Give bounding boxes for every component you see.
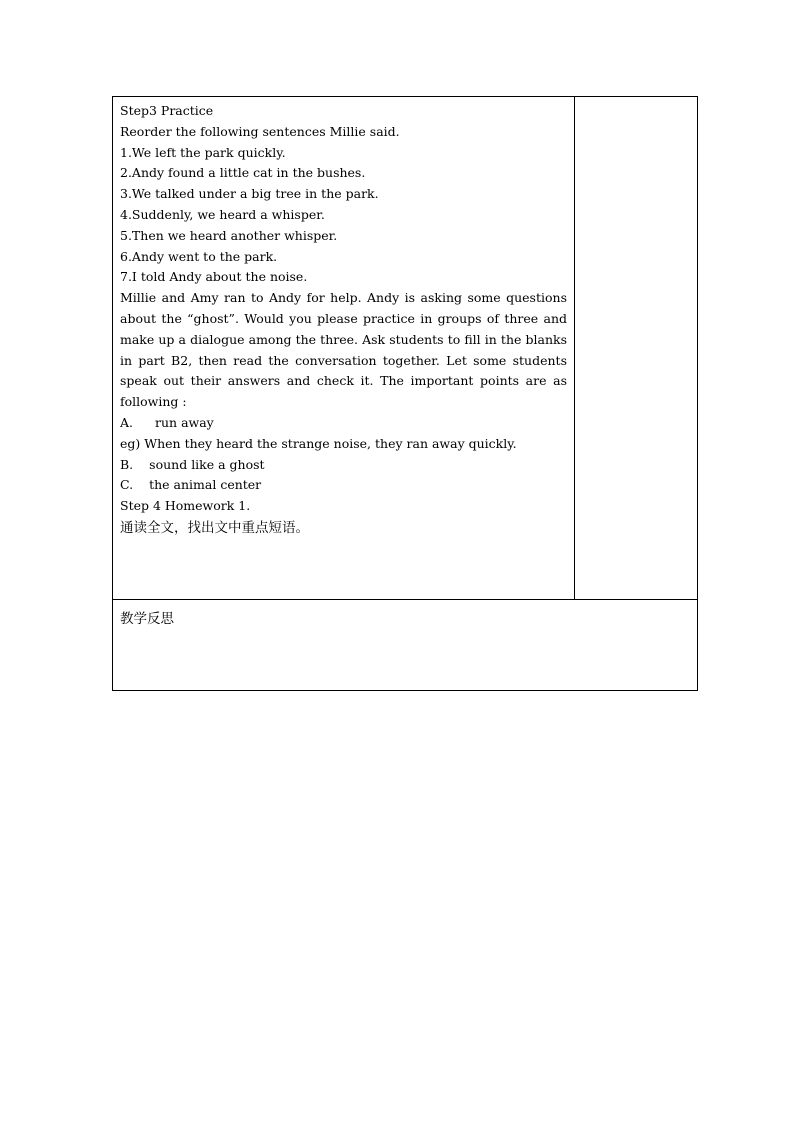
sentence-1: 1.We left the park quickly.: [120, 144, 286, 160]
sentence-7: 7.I told Andy about the noise.: [120, 269, 308, 285]
example-label: eg): [120, 435, 141, 451]
point-a-label: A.: [120, 414, 134, 430]
reorder-instruction: Reorder the following sentences Millie said.: [120, 123, 400, 139]
example-sentence: [120, 434, 567, 455]
homework-chinese: 通读全文，找出文中重点短语。: [120, 519, 309, 536]
sentence-2: 2.Andy found a little cat in the bushes.: [120, 165, 366, 181]
step4-title: Step 4 Homework 1.: [120, 498, 251, 514]
point-c: [120, 475, 567, 496]
sentence-6: 6.Andy went to the park.: [120, 248, 278, 264]
sentence-4: 4.Suddenly, we heard a whisper.: [120, 206, 325, 222]
step3-title: Step3 Practice: [120, 103, 214, 118]
point-b-text: sound like a ghost: [149, 456, 265, 472]
lesson-content-cell: [113, 97, 575, 600]
point-c-label: C.: [120, 477, 134, 493]
sentence-3: 3.We talked under a big tree in the park.: [120, 186, 379, 202]
sentence-5: 5.Then we heard another whisper.: [120, 227, 338, 243]
practice-paragraph: Millie and Amy ran to Andy for help. Andy is asking some questions about the “ghost”. Would you please practice in groups of three and make up a dialogue among the three. Ask students to fill in the blanks in part B2, then read the conversation together. Let some students speak out their answers and check it. The important points are as following :: [120, 290, 567, 410]
point-b: [120, 455, 567, 476]
table-row: [113, 97, 698, 600]
point-a-text: run away: [155, 414, 214, 430]
reflection-cell: [113, 600, 698, 691]
table-row: [113, 600, 698, 691]
example-text: When they heard the strange noise, they ran away quickly.: [144, 435, 517, 451]
point-b-label: B.: [120, 456, 134, 472]
reflection-label: 教学反思: [120, 611, 174, 627]
point-c-text: the animal center: [149, 477, 262, 493]
point-a: [120, 413, 567, 434]
notes-cell: [575, 97, 698, 600]
lesson-plan-table: [112, 96, 698, 691]
